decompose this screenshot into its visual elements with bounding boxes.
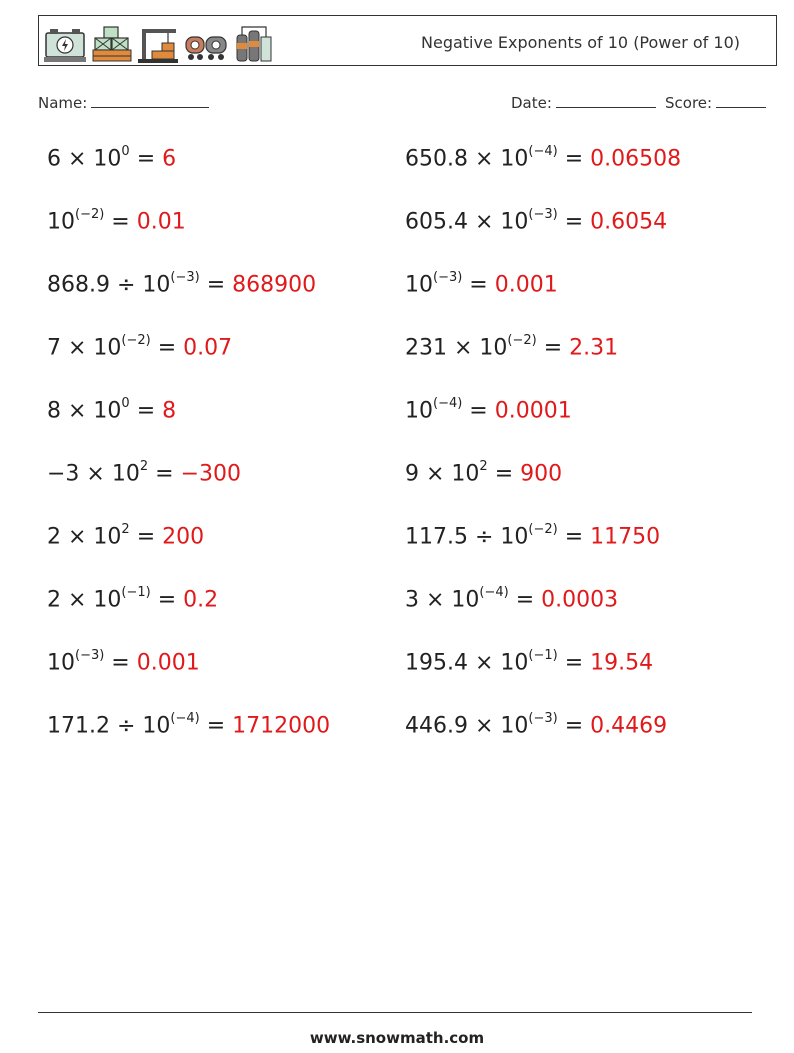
- answer: 0.07: [183, 335, 233, 361]
- answer: 1712000: [232, 713, 331, 739]
- footer-divider: [38, 1012, 752, 1013]
- answer: 0.4469: [590, 713, 668, 739]
- equals-sign: =: [129, 398, 163, 424]
- problem-exponent: (−3): [170, 270, 200, 285]
- problem-exponent: (−3): [528, 711, 558, 726]
- equals-sign: =: [150, 335, 184, 361]
- name-label: Name:: [38, 94, 88, 112]
- problem-expression: 2 × 10: [47, 524, 122, 550]
- problem-exponent: (−3): [528, 207, 558, 222]
- problem-item: [47, 146, 176, 171]
- answer: 200: [162, 524, 205, 550]
- problem-expression: 6 × 10: [47, 146, 122, 172]
- answer: 0.001: [136, 650, 200, 676]
- problem-exponent: (−4): [433, 396, 463, 411]
- equals-sign: =: [508, 587, 542, 613]
- answer: −300: [180, 461, 241, 487]
- problem-expression: 171.2 ÷ 10: [47, 713, 171, 739]
- problem-expression: 8 × 10: [47, 398, 122, 424]
- problem-expression: 3 × 10: [405, 587, 480, 613]
- equals-sign: =: [557, 146, 591, 172]
- answer: 8: [162, 398, 177, 424]
- problem-expression: 231 × 10: [405, 335, 508, 361]
- problem-expression: 605.4 × 10: [405, 209, 529, 235]
- problem-expression: 7 × 10: [47, 335, 122, 361]
- problem-item: [47, 713, 330, 738]
- answer: 19.54: [590, 650, 654, 676]
- problem-item: [405, 398, 572, 423]
- date-label: Date:: [511, 94, 552, 112]
- equals-sign: =: [557, 209, 591, 235]
- equals-sign: =: [462, 398, 495, 424]
- problem-exponent: (−2): [121, 333, 151, 348]
- score-blank[interactable]: [716, 93, 766, 108]
- equals-sign: =: [104, 209, 137, 235]
- equals-sign: =: [557, 713, 591, 739]
- answer: 868900: [232, 272, 317, 298]
- name-blank[interactable]: [91, 93, 209, 108]
- problem-exponent: 0: [121, 144, 130, 159]
- problem-item: [47, 398, 176, 423]
- problem-expression: −3 × 10: [47, 461, 140, 487]
- answer: 6: [162, 146, 177, 172]
- date-field: [511, 93, 656, 112]
- answer: 0.01: [136, 209, 186, 235]
- name-field: [38, 93, 209, 112]
- problem-item: [47, 461, 241, 486]
- problem-expression: 10: [47, 209, 75, 235]
- problem-item: [405, 650, 653, 675]
- problem-item: [47, 587, 218, 612]
- problem-exponent: (−3): [75, 648, 105, 663]
- score-label: Score:: [665, 94, 713, 112]
- gas-cylinders-icon: [234, 23, 274, 63]
- problem-expression: 195.4 × 10: [405, 650, 529, 676]
- problem-item: [405, 146, 681, 171]
- problem-exponent: (−4): [170, 711, 200, 726]
- problem-item: [405, 335, 618, 360]
- problem-expression: 9 × 10: [405, 461, 480, 487]
- answer: 0.0003: [541, 587, 619, 613]
- answer: 900: [520, 461, 563, 487]
- problem-item: [47, 650, 200, 675]
- problem-expression: 650.8 × 10: [405, 146, 529, 172]
- crates-icon: [92, 25, 132, 63]
- date-blank[interactable]: [556, 93, 656, 108]
- worksheet-title: Negative Exponents of 10 (Power of 10): [421, 33, 740, 52]
- equals-sign: =: [104, 650, 137, 676]
- problem-item: [405, 587, 618, 612]
- problem-item: [405, 209, 667, 234]
- problem-exponent: (−1): [528, 648, 558, 663]
- problem-expression: 868.9 ÷ 10: [47, 272, 171, 298]
- problem-item: [405, 461, 562, 486]
- problem-item: [405, 272, 558, 297]
- equals-sign: =: [199, 272, 233, 298]
- problem-item: [405, 713, 667, 738]
- problem-exponent: (−2): [528, 522, 558, 537]
- equals-sign: =: [557, 524, 591, 550]
- answer: 2.31: [569, 335, 619, 361]
- equals-sign: =: [129, 524, 163, 550]
- problem-exponent: (−2): [75, 207, 105, 222]
- answer: 11750: [590, 524, 661, 550]
- equals-sign: =: [129, 146, 163, 172]
- tanker-train-icon: [184, 29, 228, 63]
- equals-sign: =: [557, 650, 591, 676]
- problem-item: [405, 524, 660, 549]
- header-icons: [44, 23, 274, 63]
- problem-exponent: 0: [121, 396, 130, 411]
- answer: 0.2: [183, 587, 219, 613]
- problem-exponent: 2: [139, 459, 149, 474]
- problem-item: [47, 524, 204, 549]
- footer-site: www.snowmath.com: [309, 1029, 485, 1047]
- problem-expression: 10: [405, 272, 433, 298]
- problem-item: [47, 272, 316, 297]
- problem-expression: 446.9 × 10: [405, 713, 529, 739]
- problem-exponent: 2: [121, 522, 130, 537]
- answer: 0.6054: [590, 209, 668, 235]
- battery-icon: [44, 29, 86, 63]
- problem-expression: 2 × 10: [47, 587, 122, 613]
- problem-item: [47, 209, 186, 234]
- equals-sign: =: [462, 272, 495, 298]
- header-box: [38, 15, 777, 66]
- equals-sign: =: [199, 713, 233, 739]
- crane-icon: [138, 25, 178, 63]
- problem-expression: 10: [405, 398, 433, 424]
- problem-exponent: (−4): [528, 144, 558, 159]
- equals-sign: =: [150, 587, 184, 613]
- problem-exponent: (−1): [121, 585, 151, 600]
- equals-sign: =: [536, 335, 570, 361]
- problem-expression: 10: [47, 650, 75, 676]
- score-field: [665, 93, 766, 112]
- answer: 0.06508: [590, 146, 682, 172]
- problem-expression: 117.5 ÷ 10: [405, 524, 529, 550]
- answer: 0.0001: [494, 398, 572, 424]
- problem-exponent: (−4): [479, 585, 509, 600]
- answer: 0.001: [494, 272, 558, 298]
- problem-exponent: (−3): [433, 270, 463, 285]
- equals-sign: =: [148, 461, 181, 487]
- problem-exponent: (−2): [507, 333, 537, 348]
- problem-item: [47, 335, 232, 360]
- problem-exponent: 2: [479, 459, 488, 474]
- equals-sign: =: [487, 461, 521, 487]
